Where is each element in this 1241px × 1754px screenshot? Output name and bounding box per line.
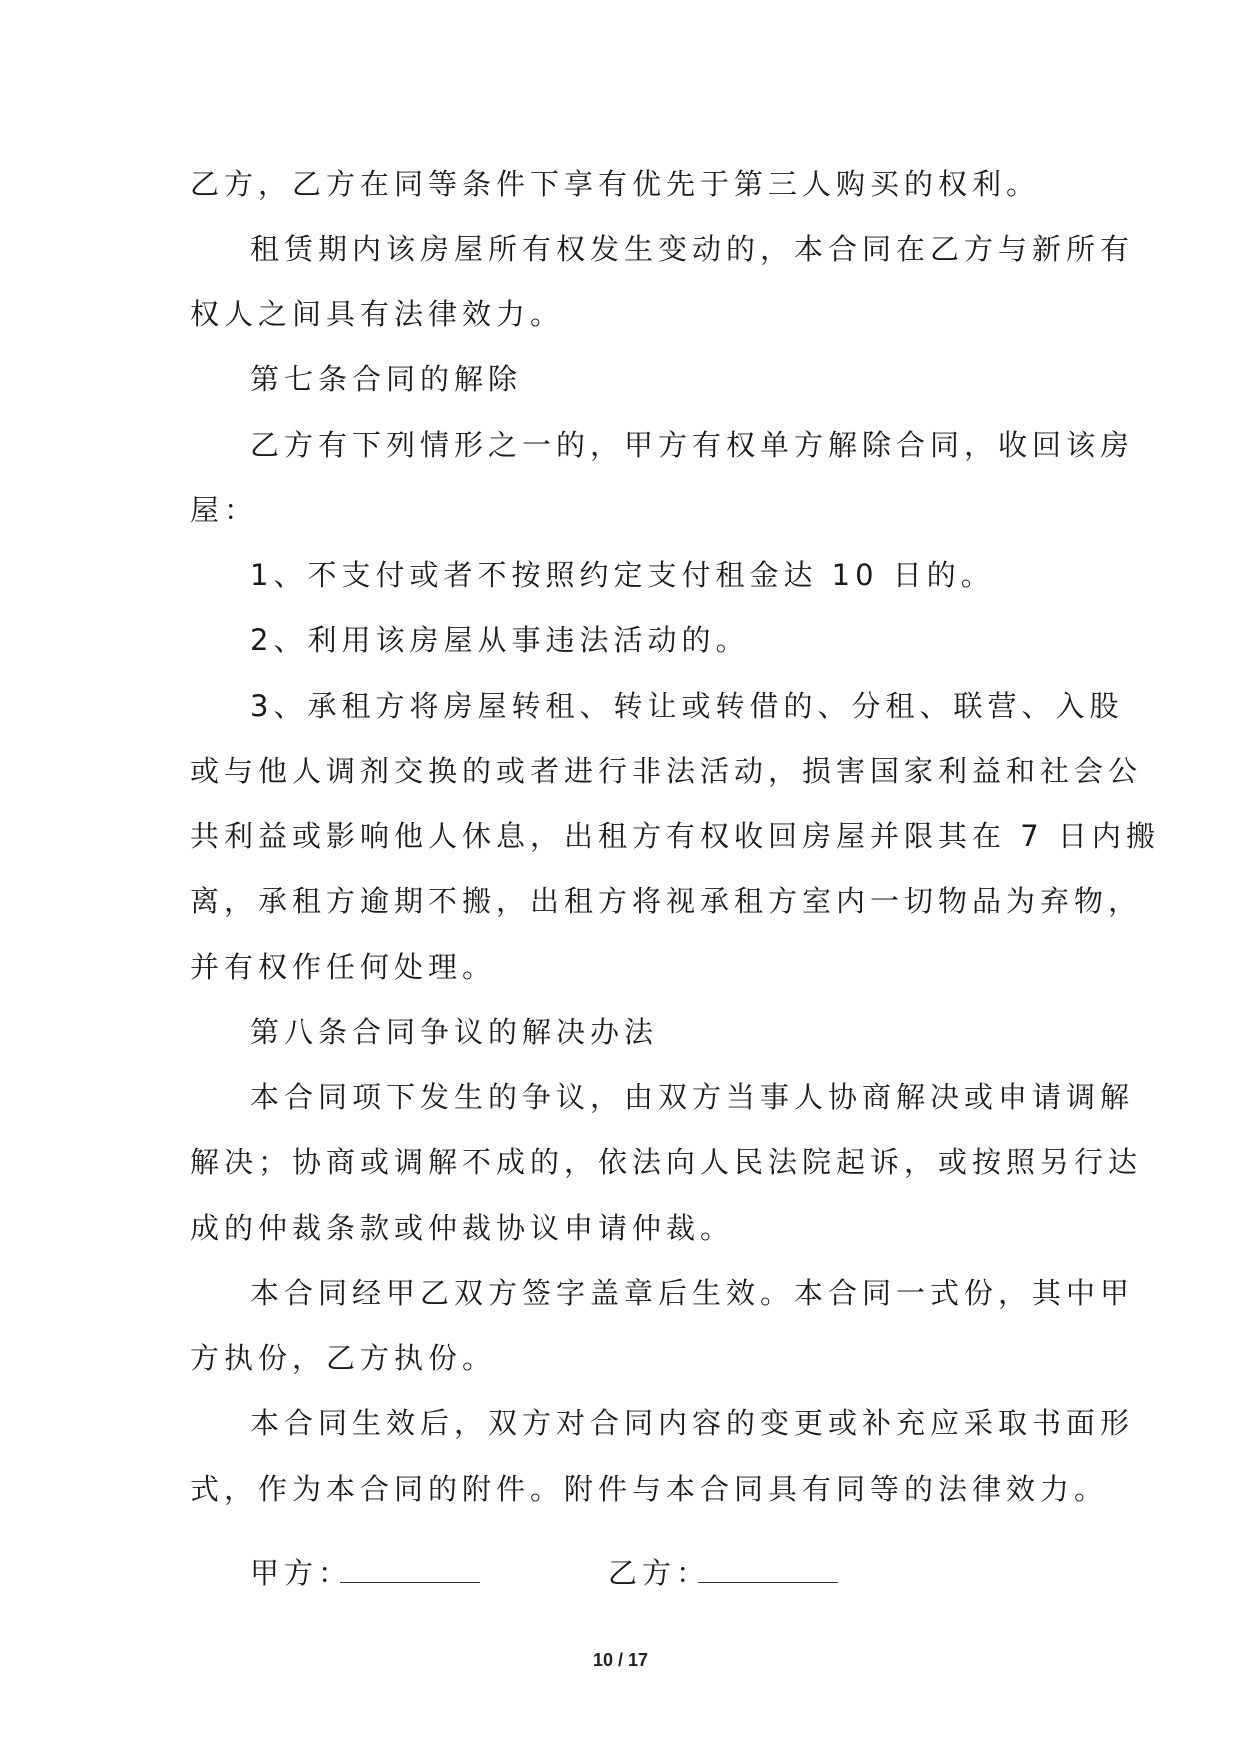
paragraph-start-line: 本合同经甲乙双方签字盖章后生效。本合同一式份，其中甲: [250, 1276, 1135, 1310]
paragraph-start-line: 本合同生效后，双方对合同内容的变更或补充应采取书面形: [250, 1406, 1135, 1440]
paragraph-start-line: 本合同项下发生的争议，由双方当事人协商解决或申请调解: [250, 1080, 1135, 1114]
paragraph-start-line: 租赁期内该房屋所有权发生变动的，本合同在乙方与新所有: [250, 232, 1135, 266]
paragraph-start-line: 乙方有下列情形之一的，甲方有权单方解除合同，收回该房: [250, 428, 1135, 462]
list-item-3: 3、承租方将房屋转租、转让或转借的、分租、联营、入股: [250, 689, 1124, 723]
text-line: 并有权作任何处理。: [190, 950, 497, 984]
text-line: 成的仲裁条款或仲裁协议申请仲裁。: [190, 1211, 735, 1245]
text-line: 或与他人调剂交换的或者进行非法活动，损害国家利益和社会公: [190, 754, 1143, 788]
party-a-signature-label: 甲方：: [250, 1556, 353, 1590]
list-item-1: 1、不支付或者不按照约定支付租金达 10 日的。: [250, 558, 995, 592]
party-a-signature-line: [340, 1582, 480, 1583]
list-item-2: 2、利用该房屋从事违法活动的。: [250, 623, 750, 657]
page-number: 10 / 17: [592, 1650, 649, 1670]
text-line: 乙方，乙方在同等条件下享有优先于第三人购买的权利。: [190, 167, 1041, 201]
party-b-signature-label: 乙方：: [608, 1556, 711, 1590]
text-line: 方执份，乙方执份。: [190, 1341, 497, 1375]
text-line: 解决；协商或调解不成的，依法向人民法院起诉，或按照另行达: [190, 1145, 1143, 1179]
party-b-signature-line: [698, 1582, 838, 1583]
text-line: 共利益或影响他人休息，出租方有权收回房屋并限其在 7 日内搬: [190, 819, 1160, 853]
text-line: 式，作为本合同的附件。附件与本合同具有同等的法律效力。: [190, 1472, 1109, 1506]
section-heading-article-8: 第八条合同争议的解决办法: [250, 1015, 659, 1049]
section-heading-article-7: 第七条合同的解除: [250, 362, 523, 396]
text-line: 离，承租方逾期不搬，出租方将视承租方室内一切物品为弃物，: [190, 884, 1143, 918]
text-line: 权人之间具有法律效力。: [190, 297, 565, 331]
text-line: 屋：: [190, 493, 259, 527]
